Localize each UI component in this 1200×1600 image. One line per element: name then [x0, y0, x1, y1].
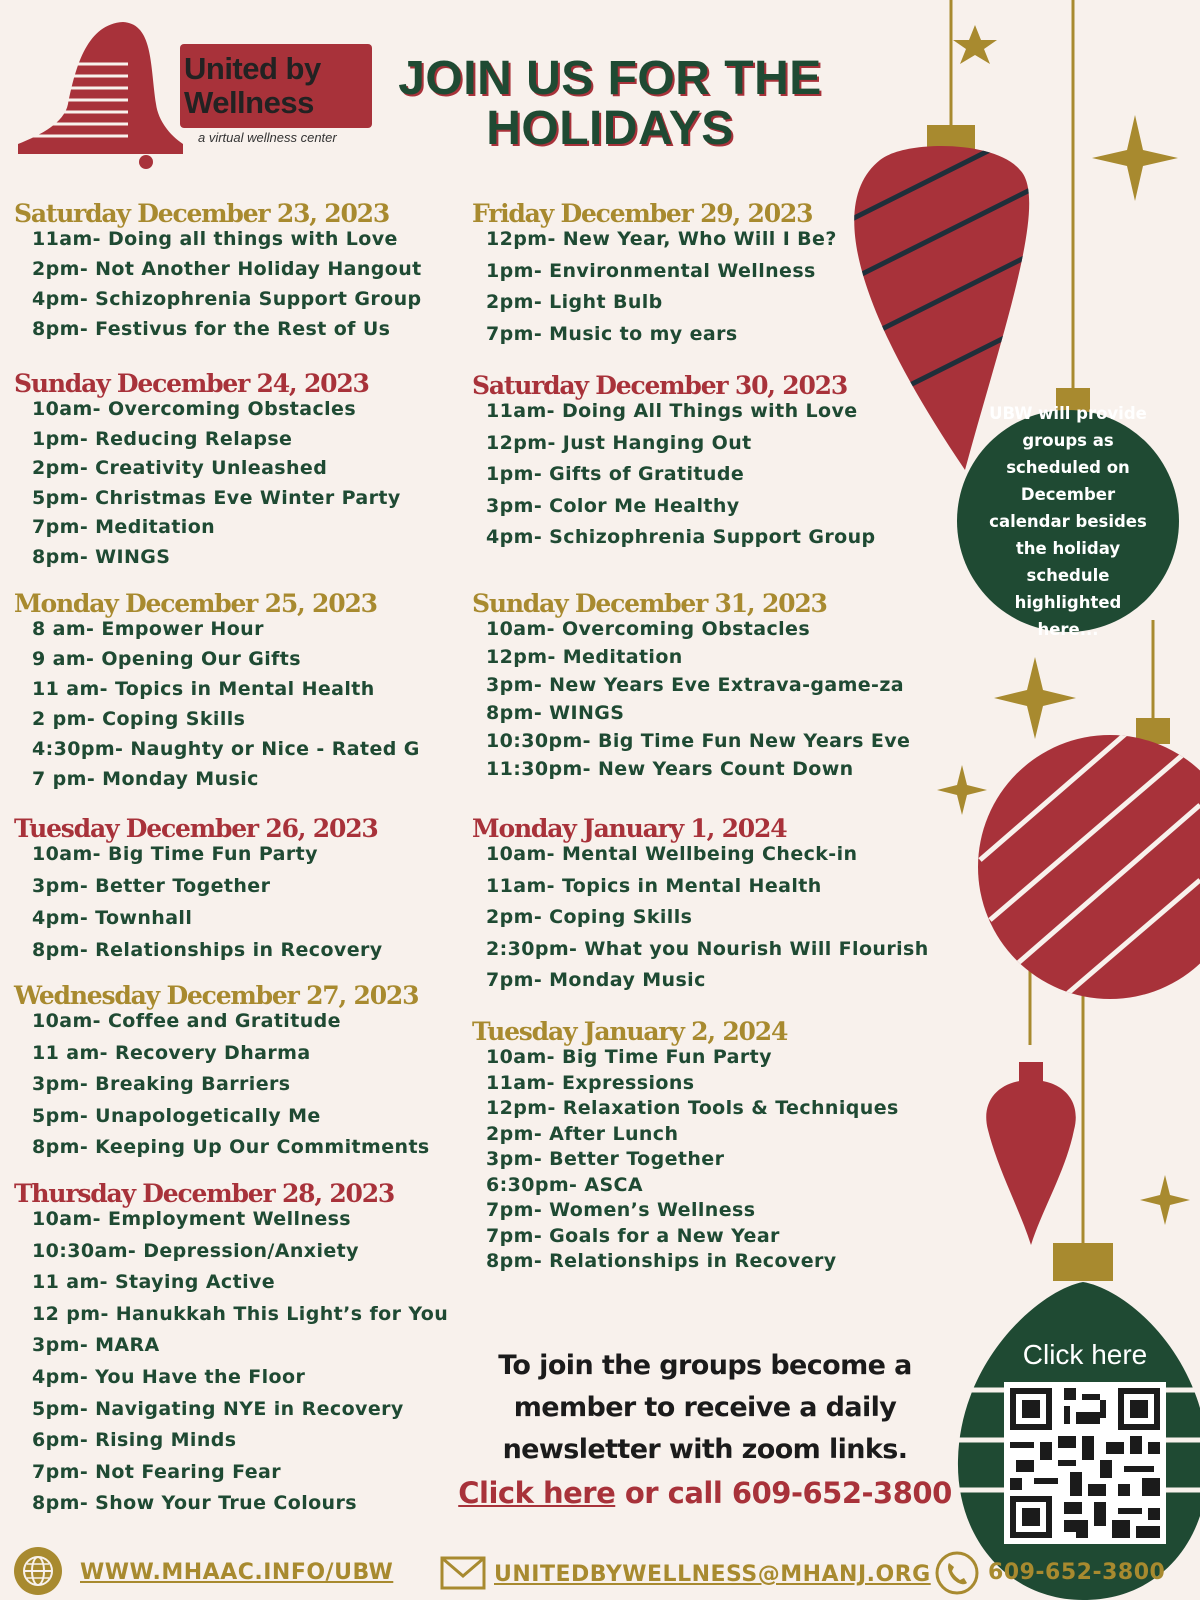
- event-item: 8pm- Festivus for the Rest of Us: [32, 318, 391, 340]
- event-item: 10am- Overcoming Obstacles: [32, 398, 357, 420]
- ball-ornament: [978, 735, 1200, 999]
- event-item: 3pm- MARA: [32, 1334, 160, 1357]
- qr-code[interactable]: [1004, 1382, 1166, 1544]
- event-item: 10:30am- Depression/Anxiety: [32, 1239, 359, 1262]
- event-item: 7pm- Not Fearing Fear: [32, 1460, 281, 1483]
- star-icon: [1140, 1175, 1190, 1225]
- event-item: 11am- Topics in Mental Health: [486, 874, 822, 897]
- event-item: 8pm- Keeping Up Our Commitments: [32, 1136, 430, 1158]
- event-item: 12pm- Relaxation Tools & Techniques: [486, 1097, 899, 1119]
- schedule-note-circle: [957, 403, 1179, 639]
- event-item: 2pm- Creativity Unleashed: [32, 457, 328, 479]
- event-item: 3pm- Breaking Barriers: [32, 1073, 291, 1095]
- globe-icon: [12, 1545, 64, 1597]
- star-icon: [937, 765, 987, 815]
- event-item: 11am- Doing All Things with Love: [486, 400, 858, 422]
- event-item: 4pm- You Have the Floor: [32, 1366, 306, 1388]
- star-icon: [994, 657, 1076, 739]
- event-item: 12pm- Just Hanging Out: [486, 431, 752, 454]
- join-contact-line: [455, 1476, 955, 1510]
- title-line1: JOIN US FOR THE: [398, 52, 822, 105]
- event-item: 8pm- Relationships in Recovery: [486, 1250, 837, 1272]
- event-item: 3pm- Color Me Healthy: [486, 494, 740, 517]
- small-drop-ornament: [986, 1080, 1076, 1245]
- day-heading: Monday December 25, 2023: [14, 589, 377, 618]
- event-item: 2pm- Coping Skills: [486, 906, 693, 928]
- event-item: 10am- Big Time Fun Party: [486, 1046, 772, 1068]
- event-item: 10:30pm- Big Time Fun New Years Eve: [486, 730, 911, 752]
- event-item: 12pm- Meditation: [486, 646, 683, 668]
- event-item: 10am- Overcoming Obstacles: [486, 618, 811, 640]
- event-item: 2pm- After Lunch: [486, 1122, 679, 1145]
- event-item: 7pm- Women’s Wellness: [486, 1199, 756, 1221]
- day-heading: Wednesday December 27, 2023: [14, 981, 419, 1010]
- event-item: 8pm- WINGS: [486, 702, 625, 724]
- phone-number[interactable]: 609-652-3800: [988, 1560, 1166, 1585]
- call-text: or call 609-652-3800: [615, 1476, 952, 1510]
- event-item: 8 am- Empower Hour: [32, 618, 264, 640]
- event-item: 1pm- Reducing Relapse: [32, 427, 293, 450]
- email-link[interactable]: UNITEDBYWELLNESS@MHANJ.ORG: [494, 1562, 931, 1587]
- event-item: 5pm- Unapologetically Me: [32, 1104, 321, 1127]
- event-item: 2pm- Not Another Holiday Hangout: [32, 258, 422, 280]
- day-heading: Saturday December 23, 2023: [14, 199, 390, 228]
- event-item: 10am- Mental Wellbeing Check-in: [486, 843, 858, 865]
- event-item: 2:30pm- What you Nourish Will Flourish: [486, 937, 929, 960]
- event-item: 11 am- Staying Active: [32, 1271, 276, 1294]
- qr-click-here-label[interactable]: Click here: [1022, 1339, 1148, 1370]
- star-icon: [953, 25, 997, 64]
- logo-name-line2: Wellness: [184, 85, 314, 120]
- page-title: [370, 54, 850, 154]
- event-item: 11:30pm- New Years Count Down: [486, 758, 854, 780]
- day-heading: Tuesday January 2, 2024: [472, 1017, 788, 1046]
- phone-icon: [934, 1550, 980, 1596]
- title-line2: HOLIDAYS: [486, 102, 734, 155]
- event-item: 10am- Coffee and Gratitude: [32, 1010, 341, 1032]
- event-item: 6:30pm- ASCA: [486, 1173, 643, 1196]
- event-item: 3pm- New Years Eve Extrava-game-za: [486, 674, 905, 696]
- event-item: 11am- Doing all things with Love: [32, 228, 398, 250]
- event-item: 11am- Expressions: [486, 1071, 695, 1094]
- event-item: 5pm- Navigating NYE in Recovery: [32, 1397, 404, 1420]
- event-item: 7pm- Meditation: [32, 516, 216, 538]
- event-item: 8pm- Relationships in Recovery: [32, 939, 383, 961]
- event-item: 1pm- Gifts of Gratitude: [486, 463, 745, 485]
- event-item: 4:30pm- Naughty or Nice - Rated G: [32, 738, 420, 760]
- event-item: 8pm- Show Your True Colours: [32, 1492, 357, 1515]
- event-item: 4pm- Schizophrenia Support Group: [32, 288, 422, 310]
- event-item: 11 am- Recovery Dharma: [32, 1041, 311, 1064]
- bell-icon: [18, 14, 188, 184]
- day-heading: Monday January 1, 2024: [472, 814, 787, 843]
- event-item: 4pm- Townhall: [32, 907, 193, 929]
- join-instructions: To join the groups become a member to receive a daily newsletter with zoom links.: [498, 1350, 912, 1465]
- envelope-icon: [440, 1556, 486, 1590]
- event-item: 7pm- Monday Music: [486, 969, 706, 991]
- day-heading: Tuesday December 26, 2023: [14, 814, 378, 843]
- event-item: 2pm- Light Bulb: [486, 291, 663, 313]
- event-item: 10am- Big Time Fun Party: [32, 843, 318, 865]
- event-item: 7pm- Music to my ears: [486, 322, 738, 345]
- logo-tagline: a virtual wellness center: [198, 130, 337, 145]
- logo: [18, 14, 358, 184]
- event-item: 5pm- Christmas Eve Winter Party: [32, 486, 401, 509]
- event-item: 8pm- WINGS: [32, 545, 171, 568]
- event-item: 2 pm- Coping Skills: [32, 708, 246, 730]
- click-here-link[interactable]: Click here: [458, 1476, 616, 1510]
- day-heading: Friday December 29, 2023: [472, 199, 813, 228]
- day-heading: Sunday December 24, 2023: [14, 369, 369, 398]
- event-item: 10am- Employment Wellness: [32, 1208, 352, 1230]
- event-item: 12pm- New Year, Who Will I Be?: [486, 228, 837, 250]
- event-item: 1pm- Environmental Wellness: [486, 259, 816, 282]
- schedule-note: UBW will provide groups as scheduled on December calendar besides the holiday schedule highlighted here...: [989, 403, 1147, 639]
- event-item: 9 am- Opening Our Gifts: [32, 648, 302, 670]
- event-item: 7 pm- Monday Music: [32, 768, 259, 790]
- event-item: 3pm- Better Together: [486, 1148, 725, 1170]
- website-link[interactable]: WWW.MHAAC.INFO/UBW: [80, 1560, 394, 1585]
- day-heading: Sunday December 31, 2023: [472, 589, 827, 618]
- event-item: 11 am- Topics in Mental Health: [32, 678, 375, 700]
- logo-name-line1: United by: [184, 51, 321, 86]
- event-item: 4pm- Schizophrenia Support Group: [486, 526, 876, 548]
- star-icon: [1092, 115, 1178, 201]
- day-heading: Thursday December 28, 2023: [14, 1179, 395, 1208]
- event-item: 7pm- Goals for a New Year: [486, 1224, 780, 1247]
- event-item: 12 pm- Hanukkah This Light’s for You: [32, 1302, 449, 1325]
- day-heading: Saturday December 30, 2023: [472, 371, 848, 400]
- event-item: 6pm- Rising Minds: [32, 1429, 237, 1452]
- event-item: 3pm- Better Together: [32, 875, 271, 897]
